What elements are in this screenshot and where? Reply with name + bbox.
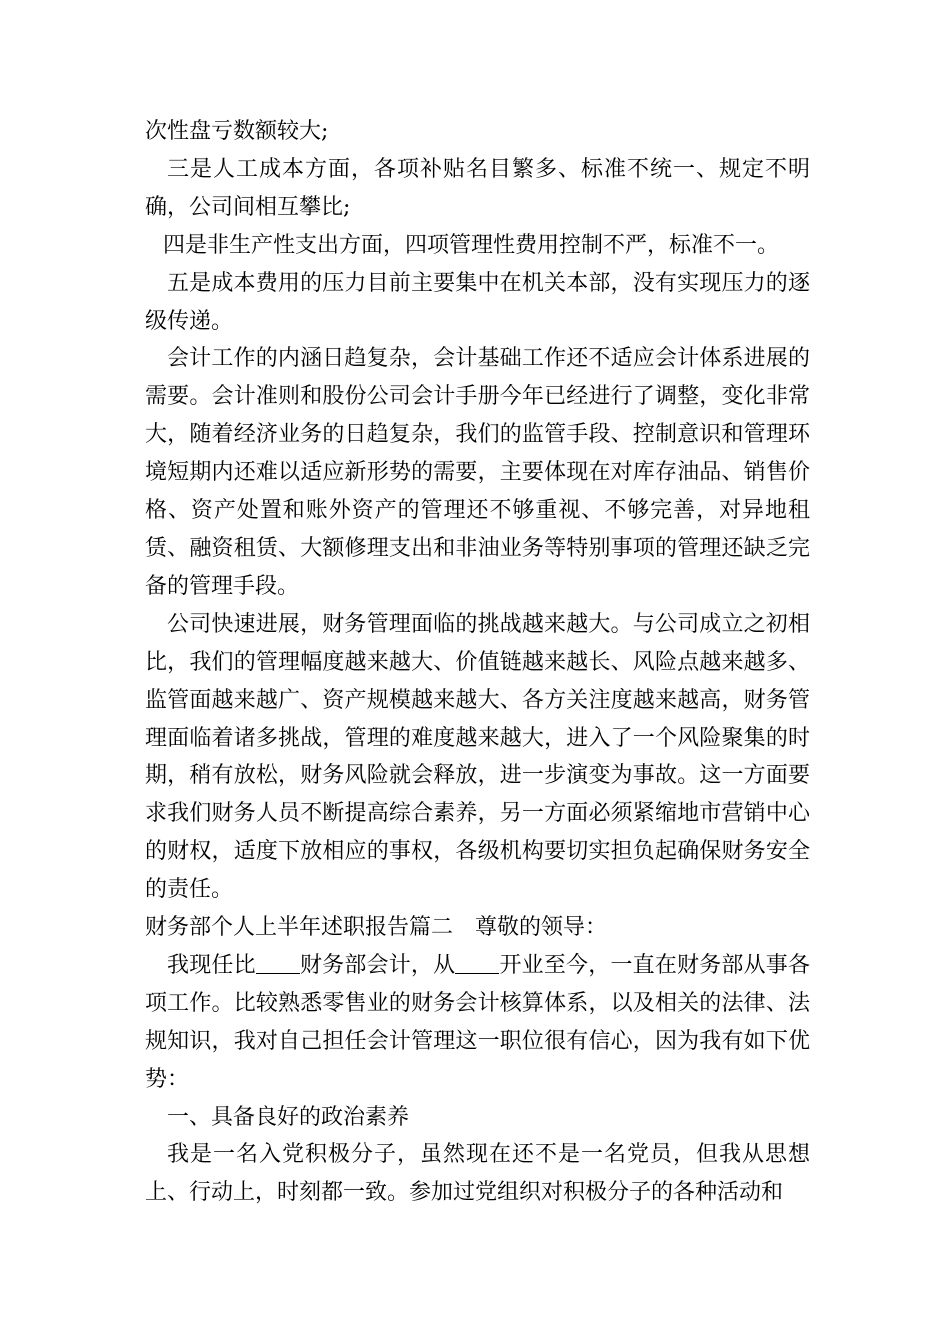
blank-field-date bbox=[455, 953, 499, 974]
paragraph-continuation: 次性盘亏数额较大; bbox=[145, 119, 329, 144]
paragraph-non-production: 四是非生产性支出方面，四项管理性费用控制不严，标准不一。 bbox=[163, 232, 780, 258]
subheading-political-quality: 一、具备良好的政治素养 bbox=[167, 1104, 410, 1130]
role-text-end: 开业至今，一直在财务部从事各项工作。比较熟悉零售业的财务会计核算体系，以及相关的法律、法规知识，我对自己担任会计管理这一职位很有信心，因为我有如下优势： bbox=[145, 952, 810, 1092]
section-heading-report-two: 财务部个人上半年述职报告篇二 尊敬的领导： bbox=[145, 915, 608, 941]
paragraph-current-role bbox=[145, 947, 810, 1099]
paragraph-company-growth: 公司快速进展，财务管理面临的挑战越来越大。与公司成立之初相比，我们的管理幅度越来越大、价值链越来越长、风险点越来越多、监管面越来越广、资产规模越来越大、各方关注度越来越高，财务管理面临着诸多挑战，管理的难度越来越大，进入了一个风险聚集的时期，稍有放松，财务风险就会释放，进一步演变为事故。这一方面要求我们财务人员不断提高综合素养，另一方面必须紧缩地市营销中心的财权，适度下放相应的事权，各级机构要切实担负起确保财务安全的责任。 bbox=[145, 611, 810, 903]
role-text-start: 我现任比 bbox=[167, 952, 256, 978]
blank-field-company bbox=[256, 953, 300, 974]
paragraph-labor-cost: 三是人工成本方面，各项补贴名目繁多、标准不统一、规定不明确，公司间相互攀比; bbox=[145, 156, 810, 220]
paragraph-accounting-work: 会计工作的内涵日趋复杂，会计基础工作还不适应会计体系进展的需要。会计准则和股份公司会计手册今年已经进行了调整，变化非常大，随着经济业务的日趋复杂，我们的监管手段、控制意识和管理环境短期内还难以适应新形势的需要，主要体现在对库存油品、销售价格、资产处置和账外资产的管理还不够重视、不够完善，对异地租赁、融资租赁、大额修理支出和非油业务等特别事项的管理还缺乏完备的管理手段。 bbox=[145, 346, 810, 599]
paragraph-party-member: 我是一名入党积极分子，虽然现在还不是一名党员，但我从思想上、行动上，时刻都一致。参加过党组织对积极分子的各种活动和 bbox=[145, 1142, 810, 1206]
document-page bbox=[145, 113, 810, 1212]
paragraph-cost-pressure: 五是成本费用的压力目前主要集中在机关本部，没有实现压力的逐级传递。 bbox=[145, 270, 810, 334]
role-text-middle: 财务部会计，从 bbox=[299, 952, 456, 978]
